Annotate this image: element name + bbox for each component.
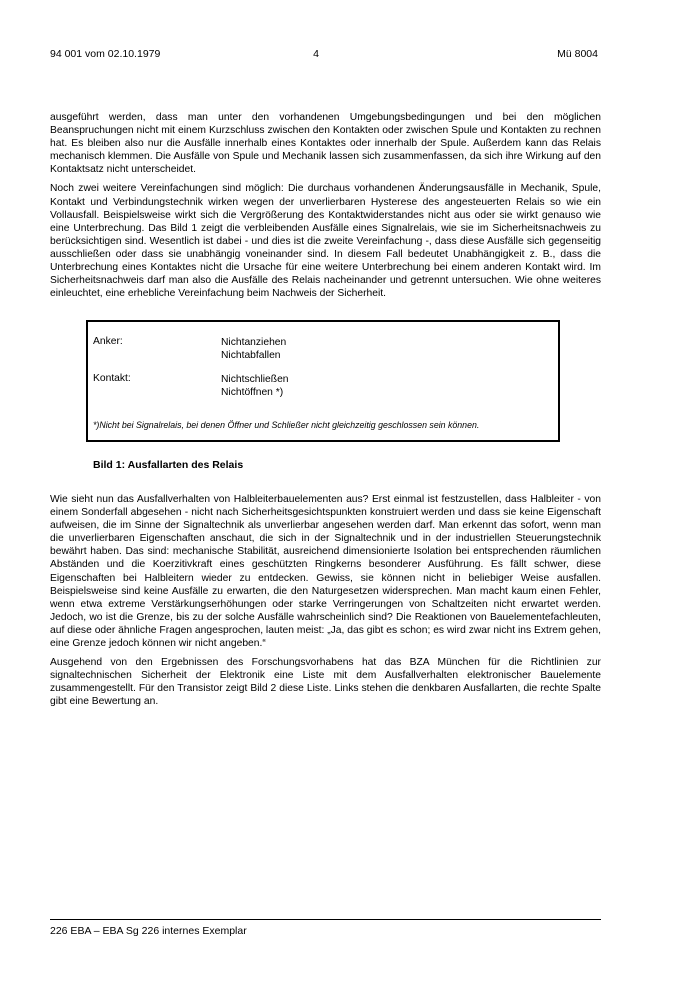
figure-footnote: *)Nicht bei Signalrelais, bei denen Öffner und Schließer nicht gleichzeitig geschlossen sein können.: [93, 420, 480, 430]
kontakt-value-2: Nichtöffnen *): [221, 387, 284, 398]
footer-divider: [50, 919, 601, 920]
page-number: 4: [313, 48, 319, 60]
paragraph: Wie sieht nun das Ausfallverhalten von Halbleiterbauelementen aus? Erst einmal ist festzustellen, dass Halbleiter - von einem Sonderfall abgesehen - nicht nach Sicherheitsgesichtspunkten konstruiert werden und dass sie keine Eigenschaft aufweisen, die im Sinne der Signaltechnik als unverlierbar angesehen werden darf. Man erkennt das sofort, wenn man die unverlierbaren Eigenschaften anschaut, die sich in der Signaltechnik und in der industriellen Steuerungstechnik bewährt haben. Das sind: mechanische Stabilität, ausreichend dimensionierte Isolation bei entsprechenden räumlichen Abständen und die Koerzitivkraft eines geschützten Ringkerns besonderer Ausführung. Es fällt schwer, diese Eigenschaften bei Halbleitern wieder zu entdecken. Gewiss, sie können nicht in beliebiger Weise ausfallen. Beispielsweise sind keine Ausfälle zu erwarten, die den Naturgesetzen widersprechen. Man macht kaum einen Fehler, wenn etwa extreme Verstärkungserhöhungen oder starke Verringerungen von Schaltzeiten nicht erwartet werden. Jedoch, wo ist die Grenze, bis zu der solche Ausfälle wahrscheinlich sind? Die Reaktionen von Bauelementefachleuten, auf diese oder ähnliche Fragen angesprochen, lauten meist: „Ja, das gibt es schon; es wird zwar nicht ins Extrem gehen, eine Grenze jedoch können wir nicht angeben.“: [50, 494, 601, 650]
kontakt-value-1: Nichtschließen: [221, 374, 289, 385]
page-header: [50, 48, 650, 62]
figure-box: [86, 320, 560, 442]
text-block-top: [50, 111, 601, 306]
document-number: 94 001 vom 02.10.1979: [50, 48, 161, 60]
document-code: Mü 8004: [557, 48, 598, 60]
anker-value-1: Nichtanziehen: [221, 337, 287, 348]
paragraph: ausgeführt werden, dass man unter den vorhandenen Umgebungsbedingungen und bei den möglichen Beanspruchungen nicht mit einem Kurzschluss zwischen den Kontakten oder zwischen Spule und Kontakten zu rechnen hat. Es bleiben also nur die Ausfälle innerhalb eines Kontaktes oder innerhalb der Spule. Außerdem kann das Relais mechanisch klemmen. Die Ausfälle von Spule und Mechanik lassen sich zusammenfassen, da sich ihre Wirkung auf den Kontaktsatz nicht unterscheidet.: [50, 112, 601, 176]
paragraph: Noch zwei weitere Vereinfachungen sind möglich: Die durchaus vorhandenen Änderungsausfälle in Mechanik, Spule, Kontakt und Verbindungstechnik wirken wegen der unverlierbaren Hysterese des angesteuerten Relais so wie ein Vollausfall. Beispielsweise wirkt sich die Vergrößerung des Kontaktwiderstandes nicht aus oder sie wirkt genauso wie eine Unterbrechung. Das Bild 1 zeigt die verbleibenden Ausfälle eines Signalrelais, wie sie im Sicherheitsnachweis zu berücksichtigen sind. Wesentlich ist dabei - und dies ist die zweite Vereinfachung -, dass diese Ausfälle sich gegenseitig ausschließen oder dass sie unabhängig voneinander sind. In diesem Fall bedeutet Unabhängigkeit z. B., dass die Unterbrechung eines Kontaktes nicht die Ursache für eine weitere Unterbrechung bei einem anderen Kontakt wird. Im Sicherheitsnachweis darf man also die Ausfälle des Relais nacheinander und getrennt untersuchen. Wie ohne weiteres einleuchtet, eine erhebliche Vereinfachung beim Nachweis der Sicherheit.: [50, 183, 601, 300]
kontakt-label: Kontakt:: [93, 373, 131, 384]
page-footer: 226 EBA – EBA Sg 226 internes Exemplar: [50, 925, 247, 937]
figure-caption: Bild 1: Ausfallarten des Relais: [93, 459, 244, 471]
paragraph: Ausgehend von den Ergebnissen des Forschungsvorhabens hat das BZA München für die Richtlinien zur signaltechnischen Sicherheit der Elektronik eine Liste mit dem Ausfallverhalten elektronischer Bauelemente zusammengestellt. Für den Transistor zeigt Bild 2 diese Liste. Links stehen die denkbaren Ausfallarten, die rechte Spalte gibt eine Bewertung an.: [50, 657, 601, 708]
anker-label: Anker:: [93, 336, 123, 347]
text-block-bottom: [50, 493, 601, 715]
anker-value-2: Nichtabfallen: [221, 350, 281, 361]
